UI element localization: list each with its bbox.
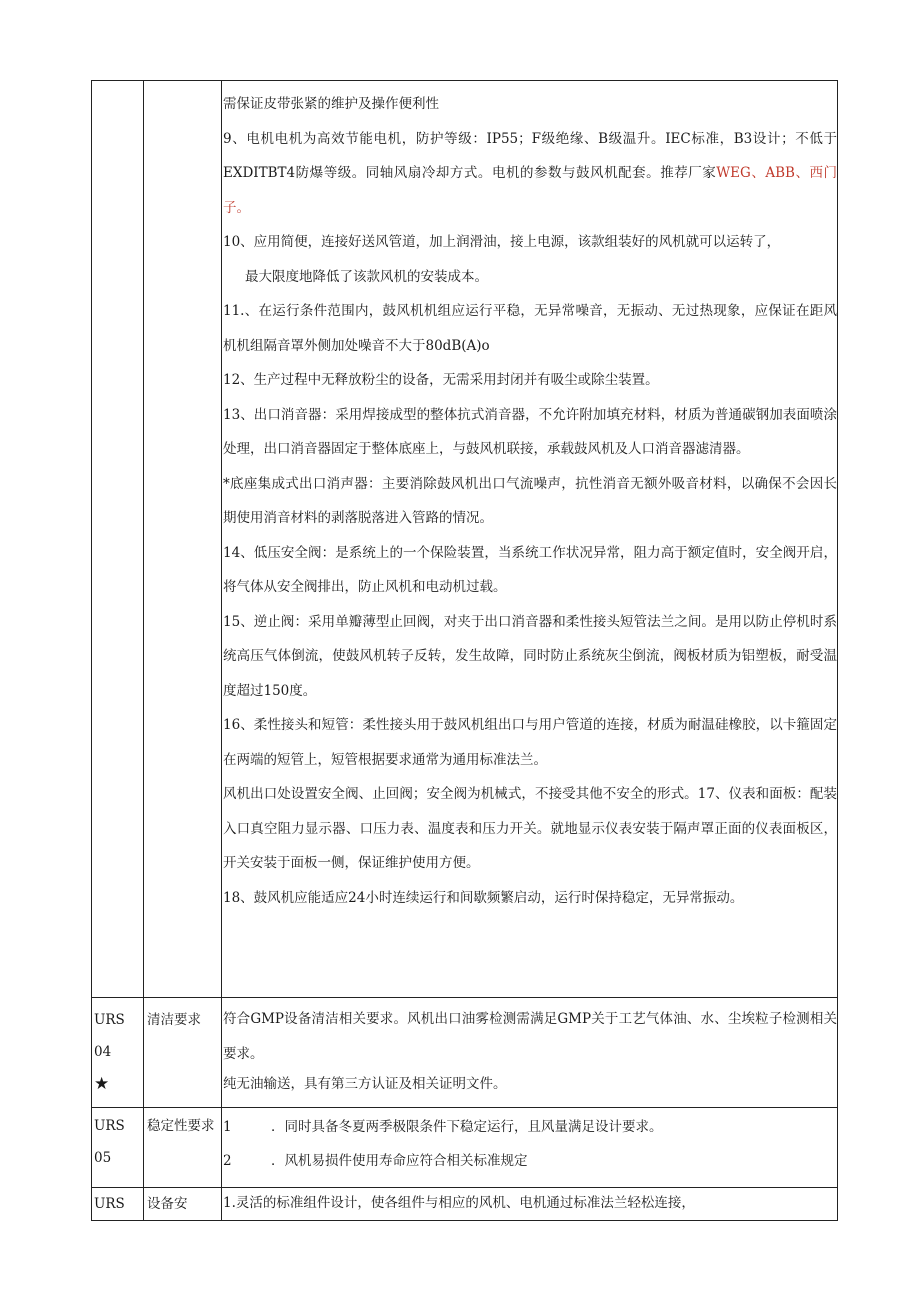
list-item: 2 ．风机易损件使用寿命应符合相关标准规定 bbox=[223, 1153, 528, 1169]
paragraph: 纯无油输送，具有第三方认证及相关证明文件。 bbox=[223, 1076, 507, 1092]
list-item: 1 ．同时具备冬夏两季极限条件下稳定运行，且风量满足设计要求。 bbox=[223, 1119, 663, 1135]
paragraph-motor: 9、电机电机为高效节能电机，防护等级：IP55；F级绝缘、B级温升。IEC标准，B3设计；不低于EXDITBT4防爆等级。同轴风扇冷却方式。电机的参数与鼓风机配套。推荐厂家WEG、ABB、西门子。 bbox=[223, 130, 838, 216]
paragraph: 需保证皮带张紧的维护及操作便利性 bbox=[223, 96, 439, 112]
paragraph: 14、低压安全阀：是系统上的一个保险装置，当系统工作状况异常，阻力高于额定值时，安全阀开启，将气体从安全阀排出，防止风机和电动机过载。 bbox=[223, 544, 837, 595]
name-cell bbox=[144, 1188, 222, 1221]
table-row bbox=[92, 998, 838, 1108]
paragraph: 15、逆止阀：采用单瓣薄型止回阀，对夹于出口消音器和柔性接头短管法兰之间。是用以防止停机时系统高压气体倒流，使鼓风机转子反转，发生故障，同时防止系统灰尘倒流，阀板材质为铝塑板，耐受温度超过150度。 bbox=[223, 613, 837, 699]
code-cell bbox=[92, 1188, 144, 1221]
requirements-table bbox=[91, 80, 838, 1221]
requirement-code-number: 04 bbox=[94, 1044, 112, 1060]
requirement-code: URS bbox=[94, 1012, 125, 1028]
requirement-name: 清洁要求 bbox=[147, 1012, 201, 1028]
paragraph: 1.灵活的标准组件设计，使各组件与相应的风机、电机通过标准法兰轻松连接， bbox=[223, 1195, 695, 1211]
requirement-name: 设备安 bbox=[147, 1196, 188, 1212]
star-icon: ★ bbox=[94, 1074, 110, 1094]
paragraph: 最大限度地降低了该款风机的安装成本。 bbox=[245, 268, 488, 285]
name-cell bbox=[144, 81, 222, 998]
table-row bbox=[92, 81, 838, 998]
code-cell bbox=[92, 81, 144, 998]
paragraph: *底座集成式出口消声器：主要消除鼓风机出口气流噪声，抗性消音无额外吸音材料，以确保不会因长期使用消音材料的剥落脱落进入管路的情况。 bbox=[223, 475, 837, 526]
code-cell bbox=[92, 1108, 144, 1188]
paragraph: 风机出口处设置安全阀、止回阀；安全阀为机械式，不接受其他不安全的形式。17、仪表和面板：配装入口真空阻力显示器、口压力表、温度表和压力开关。就地显示仪表安装于隔声罩正面的仪表面板区，开关安装于面板一侧，保证维护使用方便。 bbox=[223, 786, 837, 871]
name-cell bbox=[144, 998, 222, 1108]
recommended-brands: WEG、ABB、西门子。 bbox=[223, 165, 838, 216]
table-row bbox=[92, 1188, 838, 1221]
requirement-code-number: 05 bbox=[94, 1150, 112, 1166]
description-cell bbox=[222, 81, 838, 998]
requirement-name: 稳定性要求 bbox=[147, 1118, 215, 1134]
description-cell bbox=[222, 1108, 838, 1188]
description-cell bbox=[222, 998, 838, 1108]
paragraph: 16、柔性接头和短管：柔性接头用于鼓风机组出口与用户管道的连接，材质为耐温硅橡胶，以卡箍固定在两端的短管上，短管根据要求通常为通用标准法兰。 bbox=[223, 717, 837, 768]
paragraph: 18、鼓风机应能适应24小时连续运行和间歇频繁启动，运行时保持稳定，无异常振动。 bbox=[223, 889, 744, 906]
paragraph: 12、生产过程中无释放粉尘的设备，无需采用封闭并有吸尘或除尘装置。 bbox=[223, 372, 659, 388]
paragraph: 10、应用简便，连接好送风管道，加上润滑油，接上电源，该款组装好的风机就可以运转了， bbox=[223, 234, 781, 250]
name-cell bbox=[144, 1108, 222, 1188]
requirement-code: URS bbox=[94, 1196, 125, 1212]
table-row bbox=[92, 1108, 838, 1188]
paragraph: 11.、在运行条件范围内，鼓风机机组应运行平稳，无异常噪音，无振动、无过热现象，应保证在距风机机组隔音罩外侧加处噪音不大于80dB(A)o bbox=[223, 303, 837, 354]
paragraph: 符合GMP设备清洁相关要求。风机出口油雾检测需满足GMP关于工艺气体油、水、尘埃粒子检测相关要求。 bbox=[223, 1011, 837, 1062]
requirement-code: URS bbox=[94, 1118, 125, 1134]
paragraph: 13、出口消音器：采用焊接成型的整体抗式消音器，不允许附加填充材料，材质为普通碳钢加表面喷涂处理，出口消音器固定于整体底座上，与鼓风机联接，承载鼓风机及人口消音器滤清器。 bbox=[223, 406, 837, 457]
code-cell bbox=[92, 998, 144, 1108]
description-cell bbox=[222, 1188, 838, 1221]
